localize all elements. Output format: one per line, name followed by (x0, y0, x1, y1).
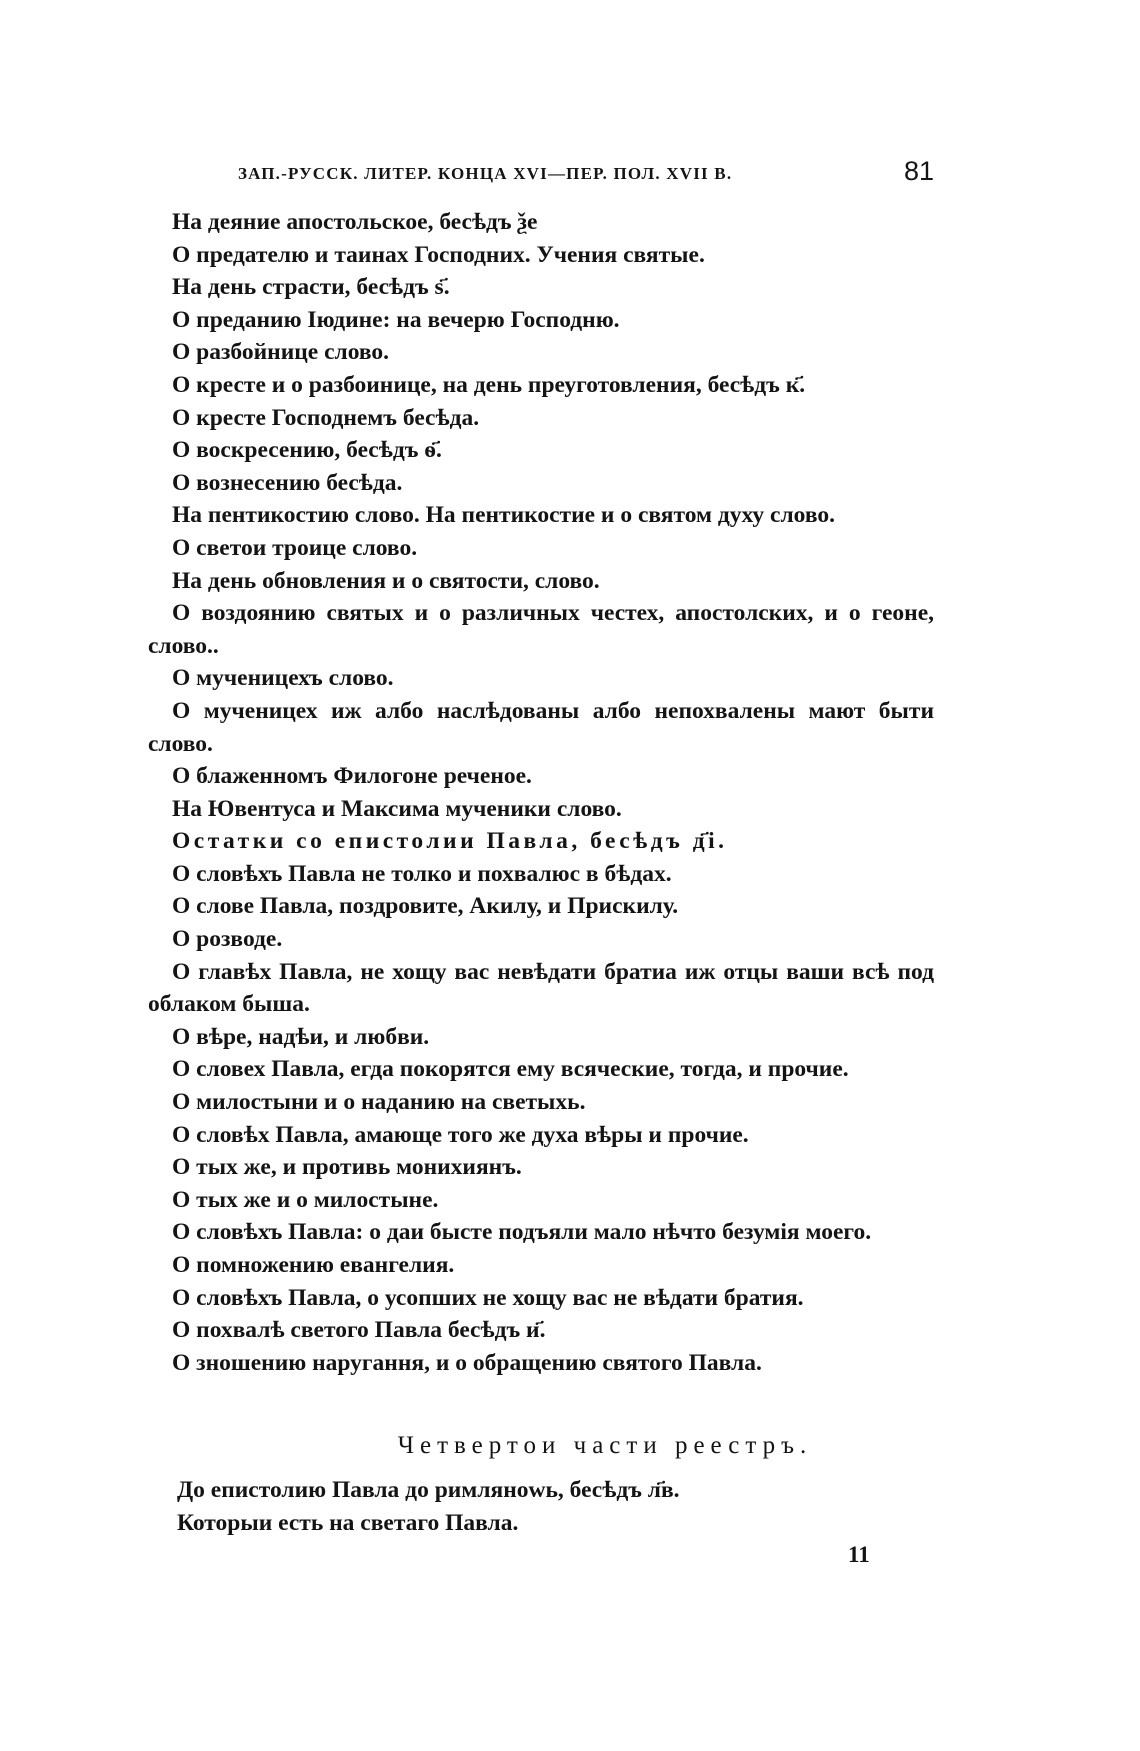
list-item: О вѣре, надѣи, и любви. (172, 1023, 430, 1050)
list-item: О слове Павла, поздровите, Акилу, и Прискилу. (172, 893, 679, 920)
list-item: На Ювентуса и Максима мученики слово. (172, 795, 622, 822)
list-item: О словех Павла, егда покорятся ему всяческие, тогда, и прочие. (172, 1056, 849, 1083)
list-item: О предателю и таинах Господних. Учения святые. (172, 241, 705, 268)
list-item: О похвалѣ светого Павла бесѣдъ и҃. (172, 1317, 546, 1344)
section-heading: Четвертои части реестръ. (397, 1432, 813, 1459)
list-item: О кресте Господнемъ бесѣда. (172, 404, 480, 431)
list-item: О кресте и о разбоинице, на день преуготовления, бесѣдъ к҃. (172, 371, 806, 398)
list-item: О тых же и о милостыне. (172, 1186, 439, 1213)
list-item: Которыи есть на светаго Павла. (177, 1509, 519, 1536)
list-item: На день страсти, бесѣдъ ѕ҃. (172, 274, 450, 301)
list-item: О вознесению бесѣда. (172, 469, 403, 496)
list-item: На день обновления и о святости, слово. (172, 567, 600, 594)
running-head (238, 156, 938, 196)
wrapped-entry-text: О главѣх Павла, не хощу вас невѣдати братиа иж отцы ваши всѣ под облаком быша. (148, 958, 934, 1018)
list-item (148, 695, 934, 760)
section-entry-list (177, 1474, 937, 1539)
list-item: О милостыни и о наданию на светыхь. (172, 1089, 586, 1116)
list-item: О помножению евангелия. (172, 1252, 455, 1278)
list-item: О словѣх Павла, амающе того же духа вѣры и прочие. (172, 1121, 749, 1148)
list-item: О зношению наругання, и о обращению святого Павла. (172, 1349, 762, 1376)
signature-mark: 11 (848, 1542, 870, 1567)
list-item: О словѣхъ Павла, о усопших не хощу вас не вѣдати братия. (172, 1284, 804, 1311)
wrapped-entry-text: О воздоянию святых и о различных честех, апостолских, и о геоне, слово.. (148, 600, 934, 659)
list-item: О преданию Іюдине: на вечерю Господню. (172, 306, 620, 333)
list-item: На пентикостию слово. На пентикостие и о святом духу слово. (172, 502, 835, 529)
list-item: О воскресению, бесѣдъ ѳ҃. (172, 437, 442, 464)
list-item: О словѣхъ Павла не толко и похвалюс в бѣдах. (172, 860, 672, 887)
list-item: О тых же, и противь монихиянъ. (172, 1154, 522, 1181)
running-title: ЗАП.-РУССК. ЛИТЕР. КОНЦА XVI—ПЕР. ПОЛ. XVII В. (238, 164, 733, 183)
entry-list (148, 206, 934, 1379)
list-item: О розводе. (172, 926, 283, 953)
list-item: Остатки со епистолии Павла, бесѣдъ д҃і. (172, 828, 728, 855)
list-item (148, 956, 934, 1021)
list-item: О светои троице слово. (172, 534, 418, 561)
list-item: О словѣхъ Павла: о даи бысте подъяли мало нѣчто безумія моего. (172, 1219, 872, 1246)
list-item: На деяние апостольское, бесѣдъ ѯе (172, 209, 538, 235)
list-item: О мученицехъ слово. (172, 665, 394, 692)
list-item: До епистолию Павла до римлянowь, бесѣдъ л҃в. (177, 1477, 680, 1503)
list-item: О блаженномъ Филогоне реченое. (172, 763, 532, 790)
wrapped-entry-text: О мученицех иж албо наслѣдованы албо непохвалены мают быти слово. (148, 697, 934, 757)
list-item (148, 597, 934, 662)
list-item: О разбойнице слово. (172, 339, 390, 366)
page-number: 81 (903, 156, 934, 186)
